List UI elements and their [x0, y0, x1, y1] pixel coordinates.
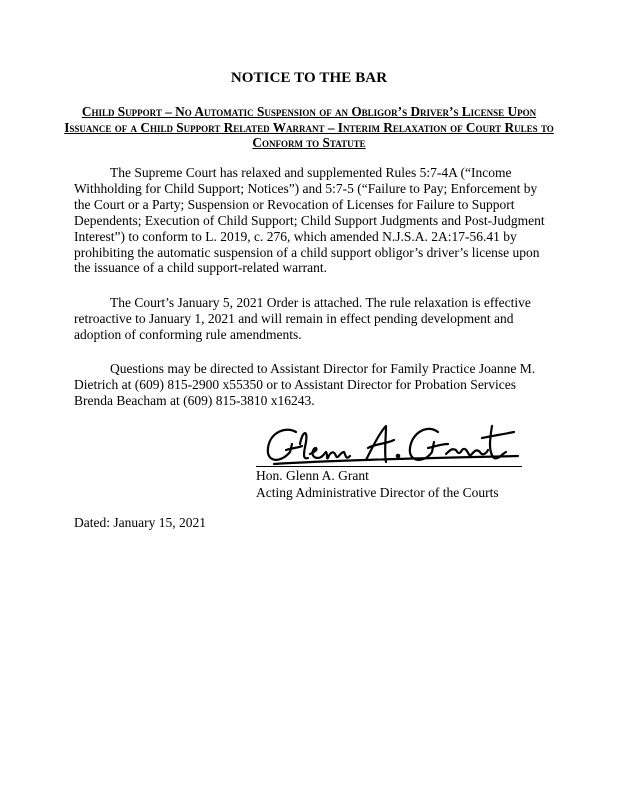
dated-line: Dated: January 15, 2021 — [74, 515, 206, 530]
notice-subject: Child Support – No Automatic Suspension of an Obligor’s Driver’s License Upon Issuance of a Child Support Related Warrant – Interim Relaxation of Court Rules to Conform to Statute — [64, 104, 554, 150]
body-paragraph-1: The Supreme Court has relaxed and supplemented Rules 5:7-4A (“Income Withholding for Child Support; Notices”) and 5:7-5 (“Failure to Pay; Enforcement by the Court or a Party; Suspension or Revocation of Licenses for Failure to Support Dependents; Execution of Child Support; Child Support Judgments and Post-Judgment Interest”) to conform to L. 2019, c. 276, which amended N.J.S.A. 2A:17-56.41 by prohibiting the automatic suspension of a child support obligor’s driver’s license upon the issuance of a child support-related warrant. — [74, 165, 545, 276]
signer-title: Acting Administrative Director of the Courts — [256, 485, 499, 500]
signature-line — [256, 466, 522, 467]
signer-name: Hon. Glenn A. Grant — [256, 468, 369, 483]
body-paragraph-2: The Court’s January 5, 2021 Order is attached. The rule relaxation is effective retroactive to January 1, 2021 and will remain in effect pending development and adoption of conforming rule amendments. — [74, 295, 531, 342]
body-paragraph-3: Questions may be directed to Assistant Director for Family Practice Joanne M. Dietrich at (609) 815-2900 x55350 or to Assistant Director for Probation Services Brenda Beacham at (609) 815-3810 x16243. — [74, 361, 536, 408]
page-title: NOTICE TO THE BAR — [230, 70, 388, 86]
